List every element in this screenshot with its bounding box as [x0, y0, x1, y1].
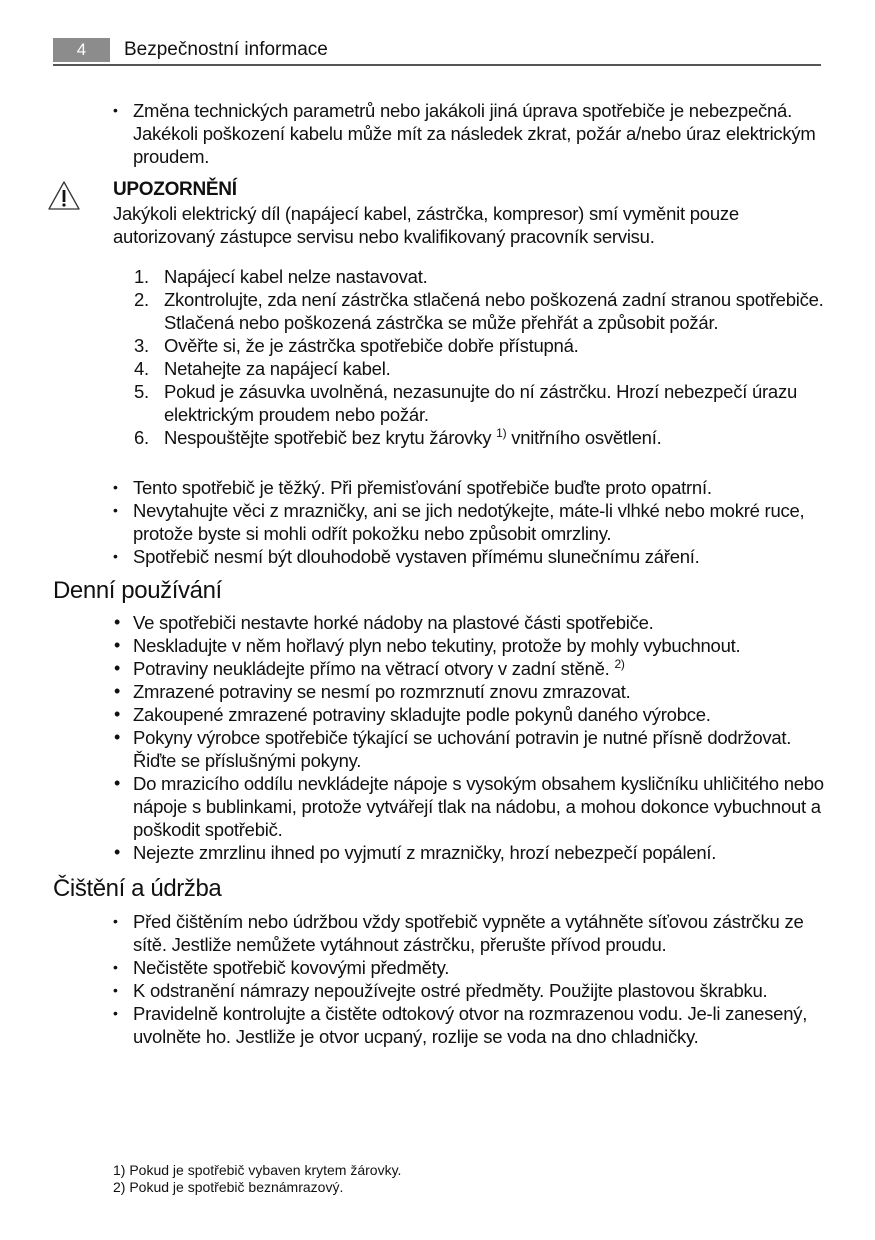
bullet-icon: • [114, 681, 121, 701]
bullet-icon: • [114, 612, 121, 632]
list-item: • Nečistěte spotřebič kovovými předměty. [113, 957, 450, 978]
numbered-item: 1. Napájecí kabel nelze nastavovat. [134, 266, 428, 287]
footnotes [113, 1162, 401, 1196]
bullet-icon: • [114, 842, 121, 862]
page-header [53, 38, 821, 66]
list-item: • Zakoupené zmrazené potraviny skladujte podle pokynů daného výrobce. [114, 704, 711, 725]
footnote: 2) Pokud je spotřebič beznámrazový. [113, 1179, 344, 1195]
list-item: • Potraviny neukládejte přímo na větrací otvory v zadní stěně. $^{2)}$ [114, 657, 625, 679]
list-item: • Před čištěním nebo údržbou vždy spotřebič vypněte a vytáhněte síťovou zástrčku ze sítě. Jestliže nemůžete vytáhnout zástrčku, přerušte přívod proudu. [113, 911, 804, 955]
list-item: • Spotřebič nesmí být dlouhodobě vystaven přímému slunečnímu záření. [113, 546, 700, 567]
safety-bullets [113, 476, 825, 568]
warning-triangle-icon [47, 180, 81, 212]
section-heading-daily-use: Denní používání [53, 577, 222, 604]
warning-text: Jakýkoli elektrický díl (napájecí kabel, zástrčka, kompresor) smí vyměnit pouze autorizovaný zástupce servisu nebo kvalifikovaný pracovník servisu. [113, 203, 739, 247]
bullet-icon: • [113, 959, 118, 975]
list-item: • Ve spotřebiči nestavte horké nádoby na plastové části spotřebiče. [114, 612, 654, 633]
bullet-icon: • [113, 479, 118, 495]
intro-bullets [113, 99, 823, 168]
bullet-icon: • [113, 102, 118, 118]
list-item: • Nevytahujte věci z mrazničky, ani se jich nedotýkejte, máte-li vlhké nebo mokré ruce, protože byste si mohli odřít pokožku nebo způsobit omrzliny. [113, 500, 805, 544]
list-item: • K odstranění námrazy nepoužívejte ostré předměty. Použijte plastovou škrabku. [113, 980, 768, 1001]
bullet-icon: • [114, 773, 121, 793]
numbered-item: 4. Netahejte za napájecí kabel. [134, 358, 391, 379]
cleaning-bullets [113, 910, 823, 1048]
bullet-icon: • [113, 982, 118, 998]
bullet-icon: • [114, 727, 121, 747]
numbered-list [134, 265, 824, 449]
footnote-ref[interactable]: 1) [496, 426, 507, 440]
list-item: • Neskladujte v něm hořlavý plyn nebo tekutiny, protože by mohly vybuchnout. [114, 635, 741, 656]
bullet-icon: • [114, 635, 121, 655]
list-item: • Změna technických parametrů nebo jakákoli jiná úprava spotřebiče je nebezpečná. Jakékoli poškození kabelu může mít za následek zkrat, požár a/nebo úraz elektrickým proudem. [113, 100, 816, 167]
numbered-item: 3. Ověřte si, že je zástrčka spotřebiče dobře přístupná. [134, 335, 579, 356]
list-item: • Nejezte zmrzlinu ihned po vyjmutí z mrazničky, hrozí nebezpečí popálení. [114, 842, 717, 863]
footnote-ref[interactable]: 2) [614, 657, 625, 671]
footnote: 1) Pokud je spotřebič vybaven krytem žárovky. [113, 1162, 402, 1178]
bullet-icon: • [113, 913, 118, 929]
bullet-icon: • [113, 548, 118, 564]
list-item: • Pravidelně kontrolujte a čistěte odtokový otvor na rozmrazenou vodu. Je-li zanesený, uvolněte ho. Jestliže je otvor ucpaný, rozlije se voda na dno chladničky. [113, 1003, 808, 1047]
list-item: • Do mrazicího oddílu nevkládejte nápoje s vysokým obsahem kysličníku uhličitého nebo nápoje s bublinkami, protože vytvářejí tlak na nádobu, a mohou dokonce vybuchnout a poškodit spotřebič. [114, 773, 824, 840]
daily-use-bullets [114, 611, 825, 864]
section-heading-cleaning: Čištění a údržba [53, 875, 222, 902]
numbered-item: 2. Zkontrolujte, zda není zástrčka stlačená nebo poškozená zadní stranou spotřebiče. Stlačená nebo poškozená zástrčka se může přehřát a způsobit požár. [134, 289, 824, 333]
bullet-icon: • [113, 1005, 118, 1021]
numbered-item: 6. Nespouštějte spotřebič bez krytu žárovky $^{1)}$ vnitřního osvětlení. [134, 426, 662, 448]
bullet-icon: • [113, 502, 118, 518]
numbered-item: 5. Pokud je zásuvka uvolněná, nezasunujte do ní zástrčku. Hrozí nebezpečí úrazu elektrickým proudem nebo požár. [134, 381, 797, 425]
bullet-icon: • [114, 658, 121, 678]
header-title: Bezpečnostní informace [124, 39, 328, 60]
page-number: 4 [53, 38, 110, 62]
list-item: • Tento spotřebič je těžký. Při přemisťování spotřebiče buďte proto opatrní. [113, 477, 712, 498]
list-item: • Pokyny výrobce spotřebiče týkající se uchování potravin je nutné přísně dodržovat. Řiďte se příslušnými pokyny. [114, 727, 792, 771]
list-item: • Zmrazené potraviny se nesmí po rozmrznutí znovu zmrazovat. [114, 681, 631, 702]
warning-title: UPOZORNĚNÍ [113, 179, 237, 200]
bullet-icon: • [114, 704, 121, 724]
